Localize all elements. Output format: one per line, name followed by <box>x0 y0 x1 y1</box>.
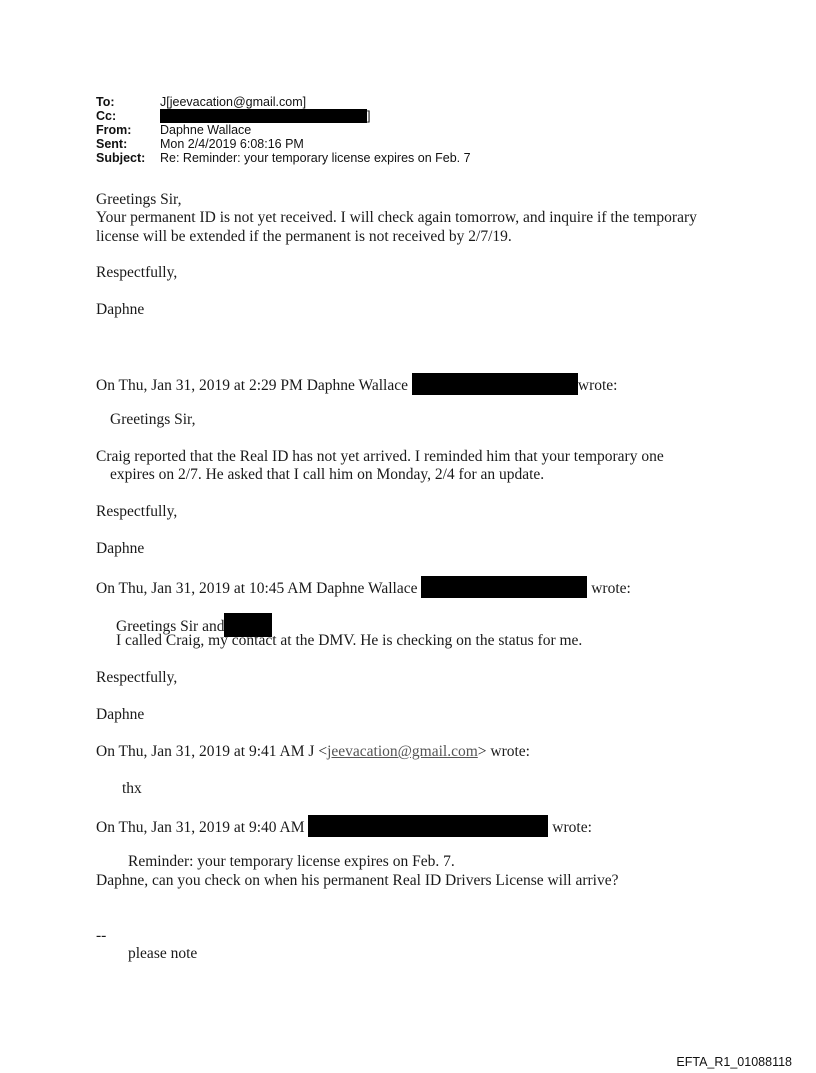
from-value: Daphne Wallace <box>160 123 252 137</box>
sent-label: Sent: <box>96 137 128 151</box>
quote1-attribution-line <box>96 373 618 395</box>
quote2-signature: Daphne <box>96 706 145 723</box>
quote3-text: thx <box>122 780 142 797</box>
quote1-line-2: expires on 2/7. He asked that I call him on Monday, 2/4 for an update. <box>110 466 545 483</box>
quote2-greeting: Greetings Sir and <box>116 618 225 635</box>
subject-label: Subject: <box>96 151 146 165</box>
email-header <box>96 95 471 165</box>
quote4-sig-separator: -- <box>96 927 107 944</box>
quote4-attribution: On Thu, Jan 31, 2019 at 9:40 AM <box>96 819 305 836</box>
reply-signature: Daphne <box>96 301 145 318</box>
quote2-attribution: On Thu, Jan 31, 2019 at 10:45 AM Daphne Wallace <box>96 580 418 597</box>
to-value: J[jeevacation@gmail.com] <box>160 95 307 109</box>
quote2-attribution-line <box>96 576 631 598</box>
quote2-closing: Respectfully, <box>96 669 178 686</box>
quote3-attribution-prefix: On Thu, Jan 31, 2019 at 9:41 AM J < <box>96 743 328 760</box>
cc-label: Cc: <box>96 109 117 123</box>
quote3-attribution-suffix: > wrote: <box>477 743 530 760</box>
quote3-attribution-line <box>96 742 530 761</box>
from-row <box>96 123 471 137</box>
quote4-line-1: Reminder: your temporary license expires on Feb. 7. <box>128 853 455 870</box>
subject-row <box>96 151 471 165</box>
quote2-redaction <box>421 576 587 598</box>
quote1-wrote: wrote: <box>577 377 618 394</box>
quote1-attribution: On Thu, Jan 31, 2019 at 2:29 PM Daphne Wallace <box>96 377 409 394</box>
quote1-line-1: Craig reported that the Real ID has not yet arrived. I reminded him that your temporary one <box>96 448 664 465</box>
cc-row <box>96 109 471 123</box>
quote2-line-1: I called Craig, my contact at the DMV. He is checking on the status for me. <box>116 632 583 649</box>
subject-value: Re: Reminder: your temporary license expires on Feb. 7 <box>160 151 471 165</box>
quote1-redaction <box>412 373 578 395</box>
quote4-redaction <box>308 815 548 837</box>
from-label: From: <box>96 123 132 137</box>
to-label: To: <box>96 95 115 109</box>
quote4-attribution-line <box>96 815 592 837</box>
cc-value <box>160 109 370 123</box>
quote1-greeting: Greetings Sir, <box>110 411 196 428</box>
quote2-wrote: wrote: <box>591 580 631 597</box>
reply-line-2: license will be extended if the permanent is not received by 2/7/19. <box>96 228 512 245</box>
document-id: EFTA_R1_01088118 <box>676 1055 792 1069</box>
quote4-note: please note <box>128 945 198 962</box>
quote1-signature: Daphne <box>96 540 145 557</box>
quote4-wrote: wrote: <box>552 819 592 836</box>
cc-bracket: ] <box>367 109 371 123</box>
to-row <box>96 95 471 109</box>
quote4-line-2: Daphne, can you check on when his permanent Real ID Drivers License will arrive? <box>96 872 619 889</box>
cc-redaction <box>160 109 367 123</box>
quote3-email-link[interactable]: jeevacation@gmail.com <box>327 743 478 760</box>
sent-row <box>96 137 471 151</box>
reply-line-1: Your permanent ID is not yet received. I will check again tomorrow, and inquire if the temporary <box>96 209 697 226</box>
reply-greeting: Greetings Sir, <box>96 191 182 208</box>
reply-closing: Respectfully, <box>96 264 178 281</box>
sent-value: Mon 2/4/2019 6:08:16 PM <box>160 137 304 151</box>
quote1-closing: Respectfully, <box>96 503 178 520</box>
